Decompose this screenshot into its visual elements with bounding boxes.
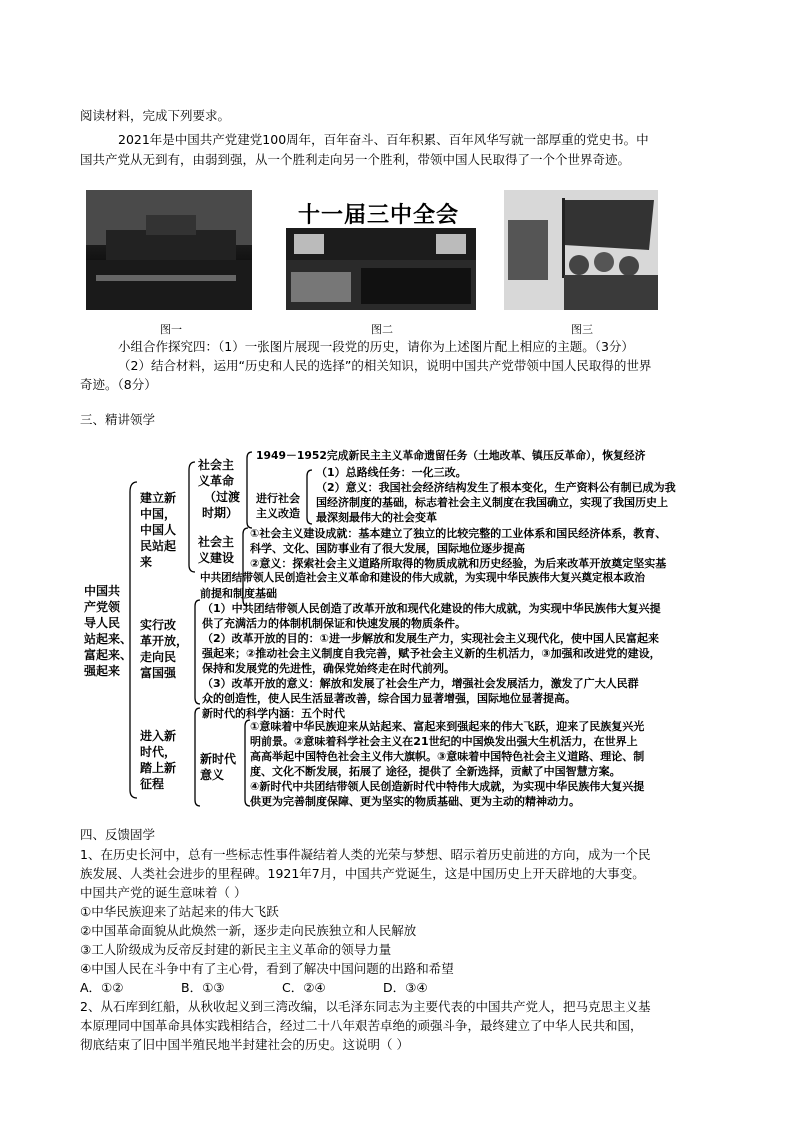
b1-s1-sub-line: （1）总路线任务：一化三改。: [316, 466, 467, 479]
sub-socialist-revolution: [198, 457, 244, 521]
b1-s1-sub-line: （2）意义：我国社会经济结构发生了根本变化，生产资料公有制已成为我: [316, 481, 676, 494]
question-1-statement: ③工人阶级成为反帝反封建的新民主主义革命的领导力量: [80, 942, 392, 957]
branch-line: 革开放，: [140, 634, 189, 648]
root-line: 中国共: [84, 584, 121, 598]
task-1: 小组合作探究四：（1）一张图片展现一段党的历史，请你为上述图片配上相应的主题。（3分）: [118, 339, 634, 354]
question-1-line: 中国共产党的诞生意味着（ ）: [80, 885, 247, 900]
branch-line: 时代，: [140, 745, 177, 759]
figure-3-caption: 图三: [571, 323, 593, 336]
b2-line: （3）改革开放的意义：解放和发展了社会生产力，增强社会发展活力，激发了广大人民群: [202, 677, 639, 690]
figure-2-caption: 图二: [371, 323, 393, 336]
section-3-title: 三、精讲领学: [80, 412, 156, 427]
choice-a[interactable]: A．①②: [80, 980, 124, 995]
sub-line: （过渡: [204, 490, 241, 504]
material-line: 2021年是中国共产党建党100周年，百年奋斗、百年积累、百年风华写就一部厚重的党史书。中: [118, 132, 649, 147]
root-line: 强起来: [84, 664, 121, 678]
sub-line: 义革命: [198, 474, 235, 488]
branch-new-era: [140, 728, 190, 792]
sub-line: 时期）: [202, 506, 239, 520]
branch-line: 进入新: [140, 729, 177, 743]
b3-top-line: 新时代的科学内涵：五个时代: [202, 707, 345, 720]
question-1-statement: ④中国人民在斗争中有了主心骨，看到了解决中国问题的出路和希望: [80, 961, 454, 976]
sub-line: 社会主: [198, 458, 235, 472]
figure-1-caption: 图一: [160, 323, 182, 336]
b2-line: 强起来；②推动社会主义制度自我完善，赋予社会主义新的生机活力，③加强和改进党的建设，: [202, 647, 661, 660]
b2-line: 保持和发展党的先进性，确保党始终走在时代前列。: [202, 662, 455, 675]
b3-line: 高高举起中国特色社会主义伟大旗帜。③意味着中国特色社会主义道路、理论、制: [250, 750, 645, 763]
sub-line: 义建设: [198, 551, 235, 565]
root-line: 导人民: [84, 616, 121, 630]
choice-d[interactable]: D．③④: [383, 980, 428, 995]
b3-line: ①意味着中华民族迎来从站起来、富起来到强起来的伟大飞跃，迎来了民族复兴光: [250, 720, 645, 733]
branch-line: 走向民: [140, 650, 177, 664]
choice-b[interactable]: B．①③: [181, 980, 225, 995]
question-1-statement: ①中华民族迎来了站起来的伟大飞跃: [80, 904, 279, 919]
instruction: 阅读材料，完成下列要求。: [80, 108, 231, 123]
branch-line: 富国强: [140, 666, 177, 680]
b1-s2-line: 前提和制度基础: [200, 587, 277, 600]
question-2-line: 彻底结束了旧中国半殖民地半封建社会的历史。这说明（ ）: [80, 1037, 409, 1052]
task-2-line: （2）结合材料，运用“历史和人民的选择”的相关知识，说明中国共产党带领中国人民取得的世界: [118, 358, 652, 373]
material-line: 国共产党从无到有，由弱到强，从一个胜利走向另一个胜利，带领中国人民取得了一个个世界奇迹。: [80, 152, 631, 167]
b1-s2-line: 科学、文化、国防事业有了很大发展，国际地位逐步提高: [250, 542, 525, 555]
branch-reform-opening: [140, 617, 194, 681]
b3-line: ④新时代中共团结带领人民创造新时代中特伟大成就，为实现中华民族伟大复兴提: [250, 780, 645, 793]
question-2-line: 2、从石库到红船，从秋收起义到三湾改编，以毛泽东同志为主要代表的中国共产党人，把马克思主义基: [80, 999, 651, 1014]
sub-line: 主义改造: [256, 507, 300, 520]
root-line: 站起来、: [84, 632, 133, 646]
mindmap-root: [84, 583, 132, 679]
branch-line: 实行改: [140, 618, 177, 632]
figure-2-banner: 十一届三中全会: [298, 203, 460, 228]
branch-line: 踏上新: [140, 761, 177, 775]
root-line: 富起来、: [84, 648, 133, 662]
section-4-title: 四、反馈固学: [80, 827, 156, 842]
sub-socialist-construction: [198, 534, 242, 566]
question-1-line: 1、在历史长河中，总有一些标志性事件凝结着人类的光荣与梦想、昭示着历史前进的方向，成为一个民: [80, 847, 651, 862]
b3-line: 度、文化不断发展，拓展了 途径，提供了 全新选择，贡献了中国智慧方案。: [250, 765, 621, 778]
b1-s1-sub-line: 最深刻最伟大的社会变革: [316, 511, 437, 524]
task-2-line: 奇迹。（8分）: [80, 377, 157, 392]
b1-s1-sub-line: 国经济制度的基础，标志着社会主义制度在我国确立，实现了我国历史上: [316, 496, 668, 509]
question-1-statement: ②中国革命面貌从此焕然一新，逐步走向民族独立和人民解放: [80, 923, 417, 938]
b2-line: 众的创造性，使人民生活显著改善，综合国力显著增强，国际地位显著提高。: [202, 692, 576, 705]
question-1-line: 族发展、人类社会进步的里程碑。1921年7月，中国共产党诞生，这是中国历史上开天辟地的大事变。: [80, 866, 645, 881]
b1-s2-line: ①社会主义建设成就：基本建立了独立的比较完整的工业体系和国民经济体系，教育、: [250, 527, 667, 540]
b1-s2-line: 中共团结带领人民创造社会主义革命和建设的伟大成就，为实现中华民族伟大复兴奠定根本政治: [200, 572, 645, 584]
sub-socialist-transformation: [256, 491, 310, 521]
b3-line: 供更为完善制度保障、更为坚实的物质基础、更为主动的精神动力。: [250, 795, 580, 808]
branch-line: 来: [140, 555, 153, 569]
sub-new-era-meaning: [200, 751, 244, 783]
b2-line: （2）改革开放的目的：①进一步解放和发展生产力，实现社会主义现代化，使中国人民富起来: [202, 632, 659, 645]
branch-line: 中国人: [140, 523, 177, 537]
branch-line: 建立新: [140, 491, 177, 505]
branch-line: 中国，: [140, 507, 177, 521]
branch-establish-new-china: [140, 490, 188, 570]
b1-s1-line: 1949－1952完成新民主主义革命遗留任务（土地改革、镇压反革命），恢复经济: [256, 449, 646, 462]
sub-line: 社会主: [198, 535, 235, 549]
b2-line: （1）中共团结带领人民创造了改革开放和现代化建设的伟大成就，为实现中华民族伟大复兴提: [202, 602, 661, 615]
question-2-line: 本原理同中国革命具体实践相结合，经过二十八年艰苦卓绝的顽强斗争，最终建立了中华人民共和国，: [80, 1018, 643, 1033]
sub-line: 意义: [200, 768, 225, 782]
root-line: 产党领: [84, 600, 121, 614]
branch-line: 征程: [140, 777, 165, 791]
branch-line: 民站起: [140, 539, 177, 553]
b1-s2-line: ②意义：探索社会主义道路所取得的物质成就和历史经验，为后来改革开放奠定坚实基: [250, 557, 667, 570]
b3-line: 明前景。②意味着科学社会主义在21世纪的中国焕发出强大生机活力，在世界上: [250, 735, 638, 748]
choice-c[interactable]: C．②④: [282, 980, 326, 995]
b2-line: 供了充满活力的体制机制保证和快速发展的物质条件。: [202, 617, 466, 630]
sub-line: 新时代: [200, 752, 237, 766]
sub-line: 进行社会: [256, 492, 300, 505]
